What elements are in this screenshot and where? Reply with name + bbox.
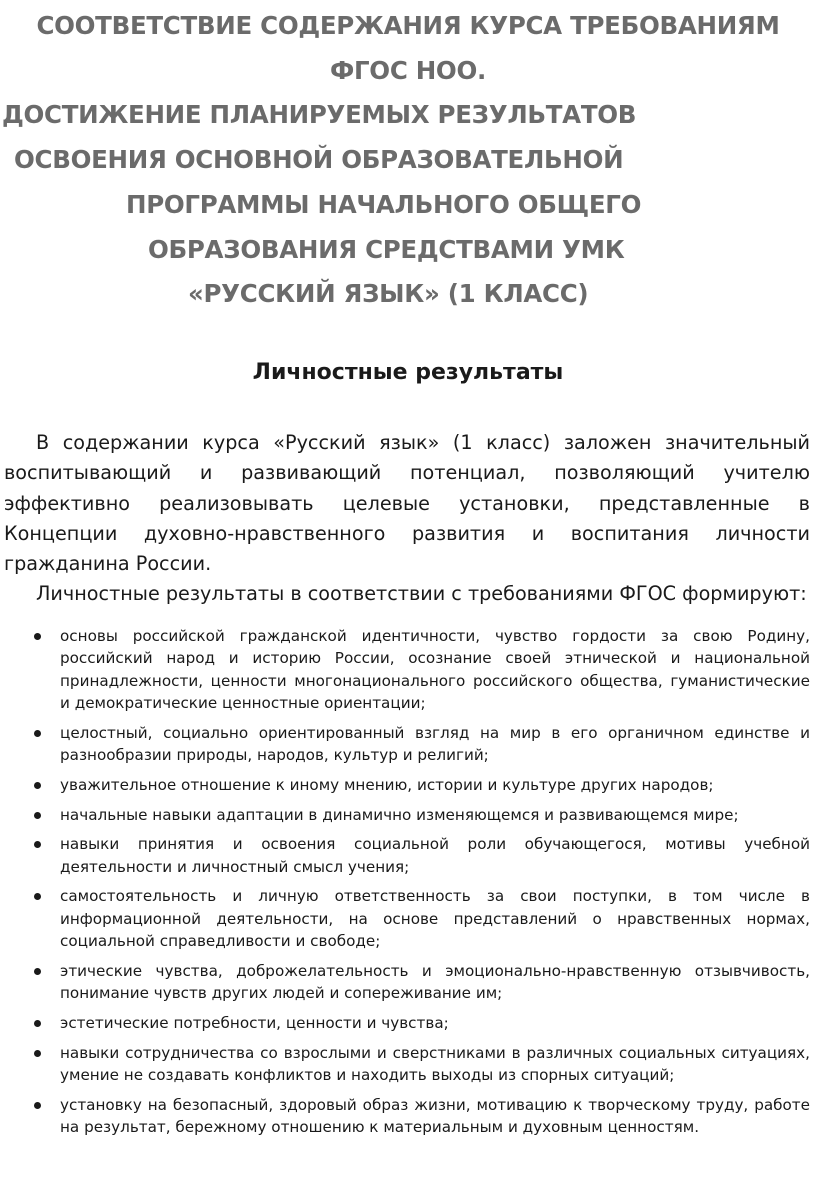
list-item-text: навыки принятия и освоения социальной роли обучающегося, мотивы учебной деятельности и личностный смысл учения; [60,835,810,876]
bullet-icon [34,782,41,789]
results-list [34,625,810,1146]
list-item [34,625,810,714]
list-item [34,1012,810,1034]
list-item [34,885,810,952]
list-item-text: самостоятельность и личную ответственность за свои поступки, в том числе в информационной деятельности, на основе представлений о нравственных нормах, социальной справедливости и свободе; [60,887,810,951]
bullet-icon [34,1050,41,1057]
bullet-icon [34,841,41,848]
list-item-text: начальные навыки адаптации в динамично изменяющемся и развивающемся мире; [60,805,739,824]
title-line: СООТВЕТСТВИЕ СОДЕРЖАНИЯ КУРСА ТРЕБОВАНИЯМ [36,11,780,40]
title-line: ФГОС НОО. [329,55,486,85]
list-item-text: уважительное отношение к иному мнению, истории и культуре других народов; [60,775,714,794]
bullet-icon [34,893,41,900]
lead-paragraph: Личностные результаты в соответствии с требованиями ФГОС формируют: [36,582,807,606]
bullet-icon [34,968,41,975]
list-item-text: эстетические потребности, ценности и чувства; [60,1013,449,1032]
bullet-icon [34,633,41,640]
list-item-text: навыки сотрудничества со взрослыми и сверстниками в различных социальных ситуациях, умение не создавать конфликтов и находить выходы из спорных ситуаций; [60,1043,810,1085]
list-item-text: установку на безопасный, здоровый образ жизни, мотивацию к творческому труду, работе на результат, бережному отношению к материальным и духовным ценностям. [60,1095,810,1137]
bullet-icon [34,812,41,819]
document-title [0,4,816,317]
list-item [34,1042,810,1087]
title-line: ОСВОЕНИЯ ОСНОВНОЙ ОБРАЗОВАТЕЛЬНОЙ [14,145,624,175]
list-item-text: этические чувства, доброжелательность и эмоционально-нравственную отзывчивость, понимание чувств других людей и сопереживание им; [60,961,810,1003]
intro-paragraph: В содержании курса «Русский язык» (1 класс) заложен значительный воспитывающий и развивающий потенциал, позволяющий учителю эффективно реализовывать целевые установки, представленные в Концепции духовно-нравственного развития и воспитания личности гражданина России. [4,431,810,575]
title-line: «РУССКИЙ ЯЗЫК» (1 КЛАСС) [188,279,589,309]
list-item [34,722,810,767]
list-item-text: целостный, социально ориентированный взгляд на мир в его органичном единстве и разнообразии природы, народов, культур и религий; [60,723,810,764]
list-item-text: основы российской гражданской идентичности, чувство гордости за свою Родину, российский народ и историю России, осознание своей этнической и национальной принадлежности, ценности многонационального российского общества, гуманистические и демократические ценностные ориентации; [60,627,810,712]
bullet-icon [34,1020,41,1027]
bullet-icon [34,1102,41,1109]
title-line: ДОСТИЖЕНИЕ ПЛАНИРУЕМЫХ РЕЗУЛЬТАТОВ [2,100,637,130]
list-item [34,804,810,826]
title-line: ОБРАЗОВАНИЯ СРЕДСТВАМИ УМК [148,234,625,264]
list-item [34,1094,810,1139]
bullet-icon [34,730,41,737]
title-line: ПРОГРАММЫ НАЧАЛЬНОГО ОБЩЕГО [126,189,642,219]
list-item [34,960,810,1005]
list-item [34,833,810,878]
section-heading: Личностные результаты [252,360,564,385]
list-item [34,774,810,796]
